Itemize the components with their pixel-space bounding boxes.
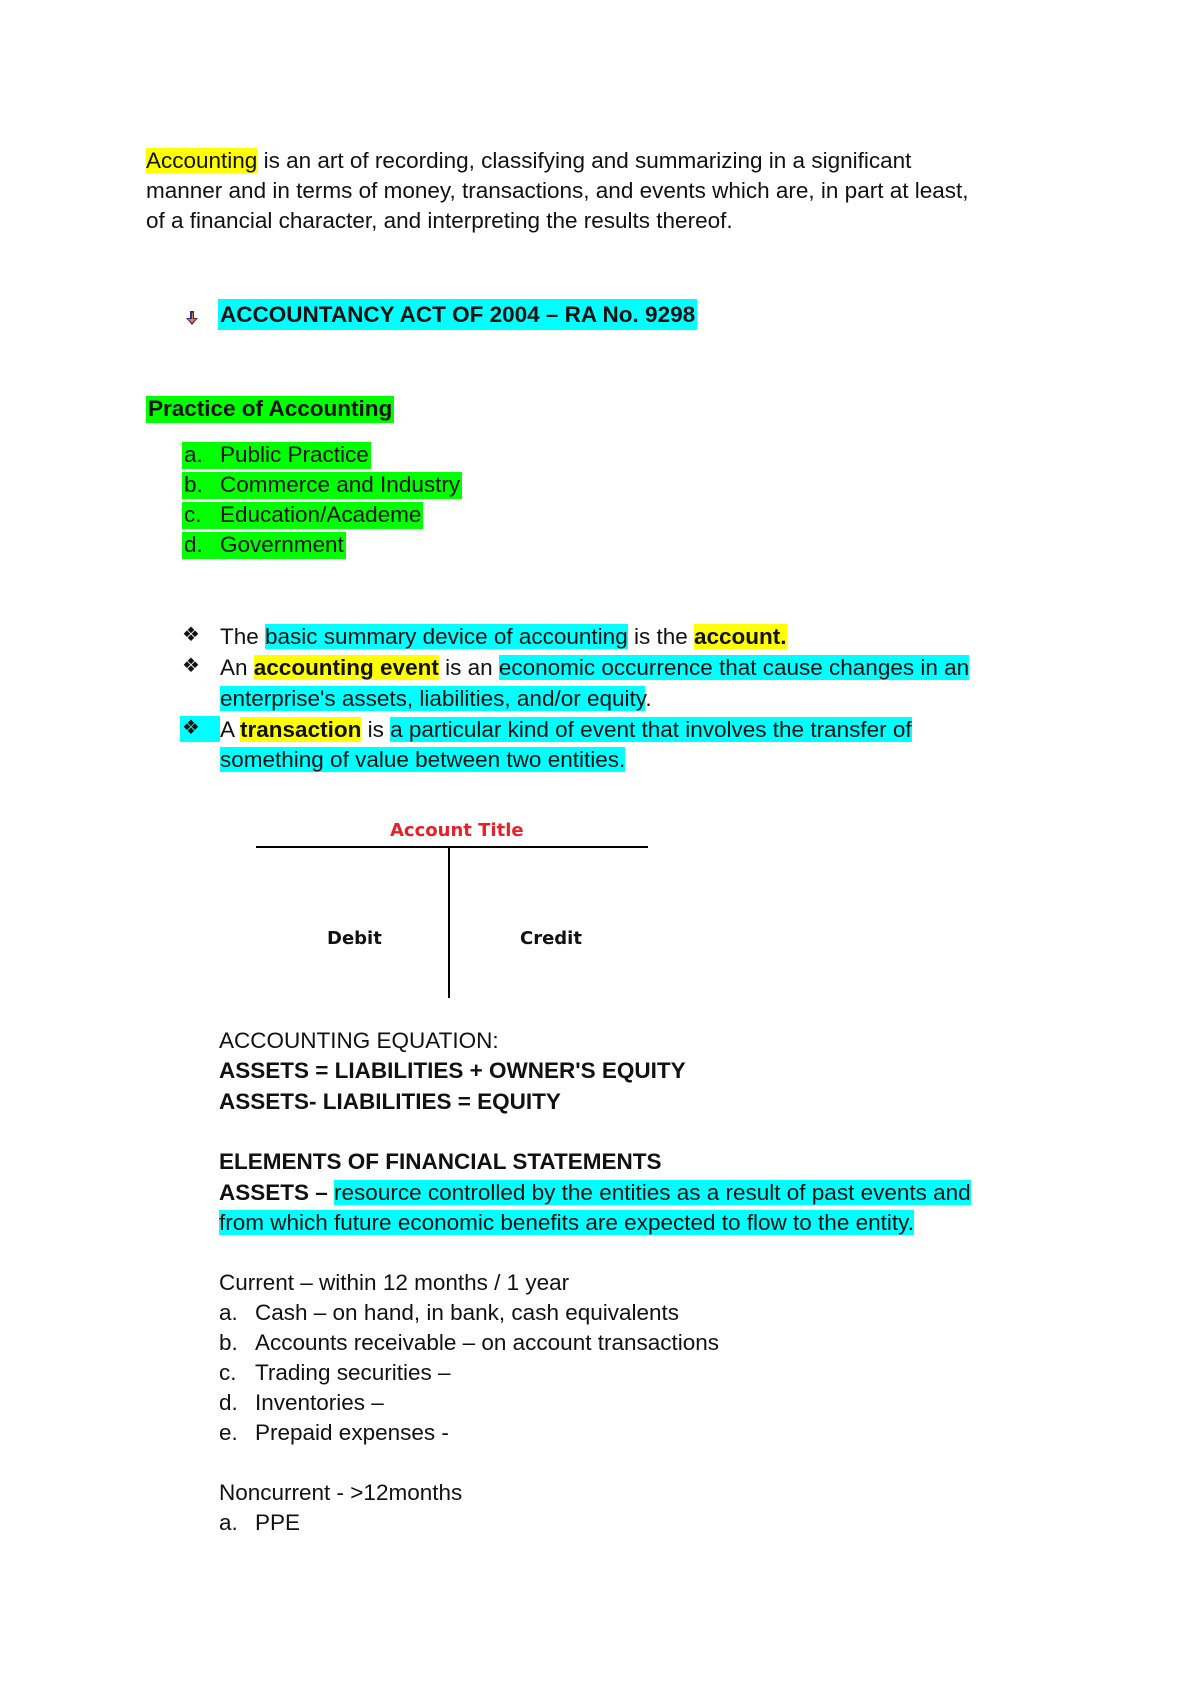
- arrow-bullet-icon: [184, 308, 200, 331]
- bullet-account: The basic summary device of accounting is the account.: [220, 624, 787, 649]
- intro-paragraph: [146, 146, 1046, 236]
- elements-heading: ELEMENTS OF FINANCIAL STATEMENTS: [219, 1149, 662, 1174]
- intro-line2: manner and in terms of money, transactions, and events which are, in part at least,: [146, 178, 969, 203]
- bullet-transaction-cont: something of value between two entities.: [220, 747, 626, 772]
- assets-definition: ASSETS – resource controlled by the entities as a result of past events and: [219, 1180, 971, 1205]
- t-account-debit: Debit: [327, 928, 382, 949]
- list-item: a. Cash – on hand, in bank, cash equivalents: [219, 1300, 680, 1325]
- bullet-accounting-event: An accounting event is an economic occurrence that cause changes in an: [220, 655, 970, 680]
- diamond-bullet-icon: ❖: [182, 717, 200, 739]
- list-item: c. Education/Academe: [184, 502, 422, 527]
- noncurrent-heading: Noncurrent - >12months: [219, 1480, 463, 1505]
- assets-definition-cont: from which future economic benefits are expected to flow to the entity.: [219, 1210, 914, 1235]
- bullet-transaction: A transaction is a particular kind of event that involves the transfer of: [220, 717, 912, 742]
- equation-heading: ACCOUNTING EQUATION:: [219, 1028, 499, 1053]
- equation-line2: ASSETS- LIABILITIES = EQUITY: [219, 1089, 561, 1114]
- act-heading: ACCOUNTANCY ACT OF 2004 – RA No. 9298: [214, 302, 703, 329]
- diamond-bullet-icon: ❖: [182, 655, 200, 677]
- practice-title: Practice of Accounting: [148, 396, 393, 421]
- intro-term: Accounting: [146, 148, 258, 173]
- bullet-accounting-event-cont: enterprise's assets, liabilities, and/or equity.: [220, 686, 652, 711]
- list-item: b. Commerce and Industry: [184, 472, 461, 497]
- equation-line1: ASSETS = LIABILITIES + OWNER'S EQUITY: [219, 1058, 686, 1083]
- current-heading: Current – within 12 months / 1 year: [219, 1270, 570, 1295]
- list-item: d. Government: [184, 532, 344, 557]
- t-account-top-line: [256, 846, 648, 848]
- intro-line3: of a financial character, and interpreting the results thereof.: [146, 208, 733, 233]
- list-item: d. Inventories –: [219, 1390, 384, 1415]
- t-account-title: Account Title: [390, 820, 524, 841]
- diamond-bullet-icon: ❖: [182, 624, 200, 646]
- list-item: e. Prepaid expenses -: [219, 1420, 449, 1445]
- list-item: b. Accounts receivable – on account transactions: [219, 1330, 720, 1355]
- intro-line1: is an art of recording, classifying and summarizing in a significant: [257, 148, 912, 173]
- t-account-credit: Credit: [520, 928, 582, 949]
- t-account-divider: [448, 846, 450, 998]
- list-item: c. Trading securities –: [219, 1360, 451, 1385]
- list-item: a. PPE: [219, 1510, 301, 1535]
- list-item: a. Public Practice: [184, 442, 369, 467]
